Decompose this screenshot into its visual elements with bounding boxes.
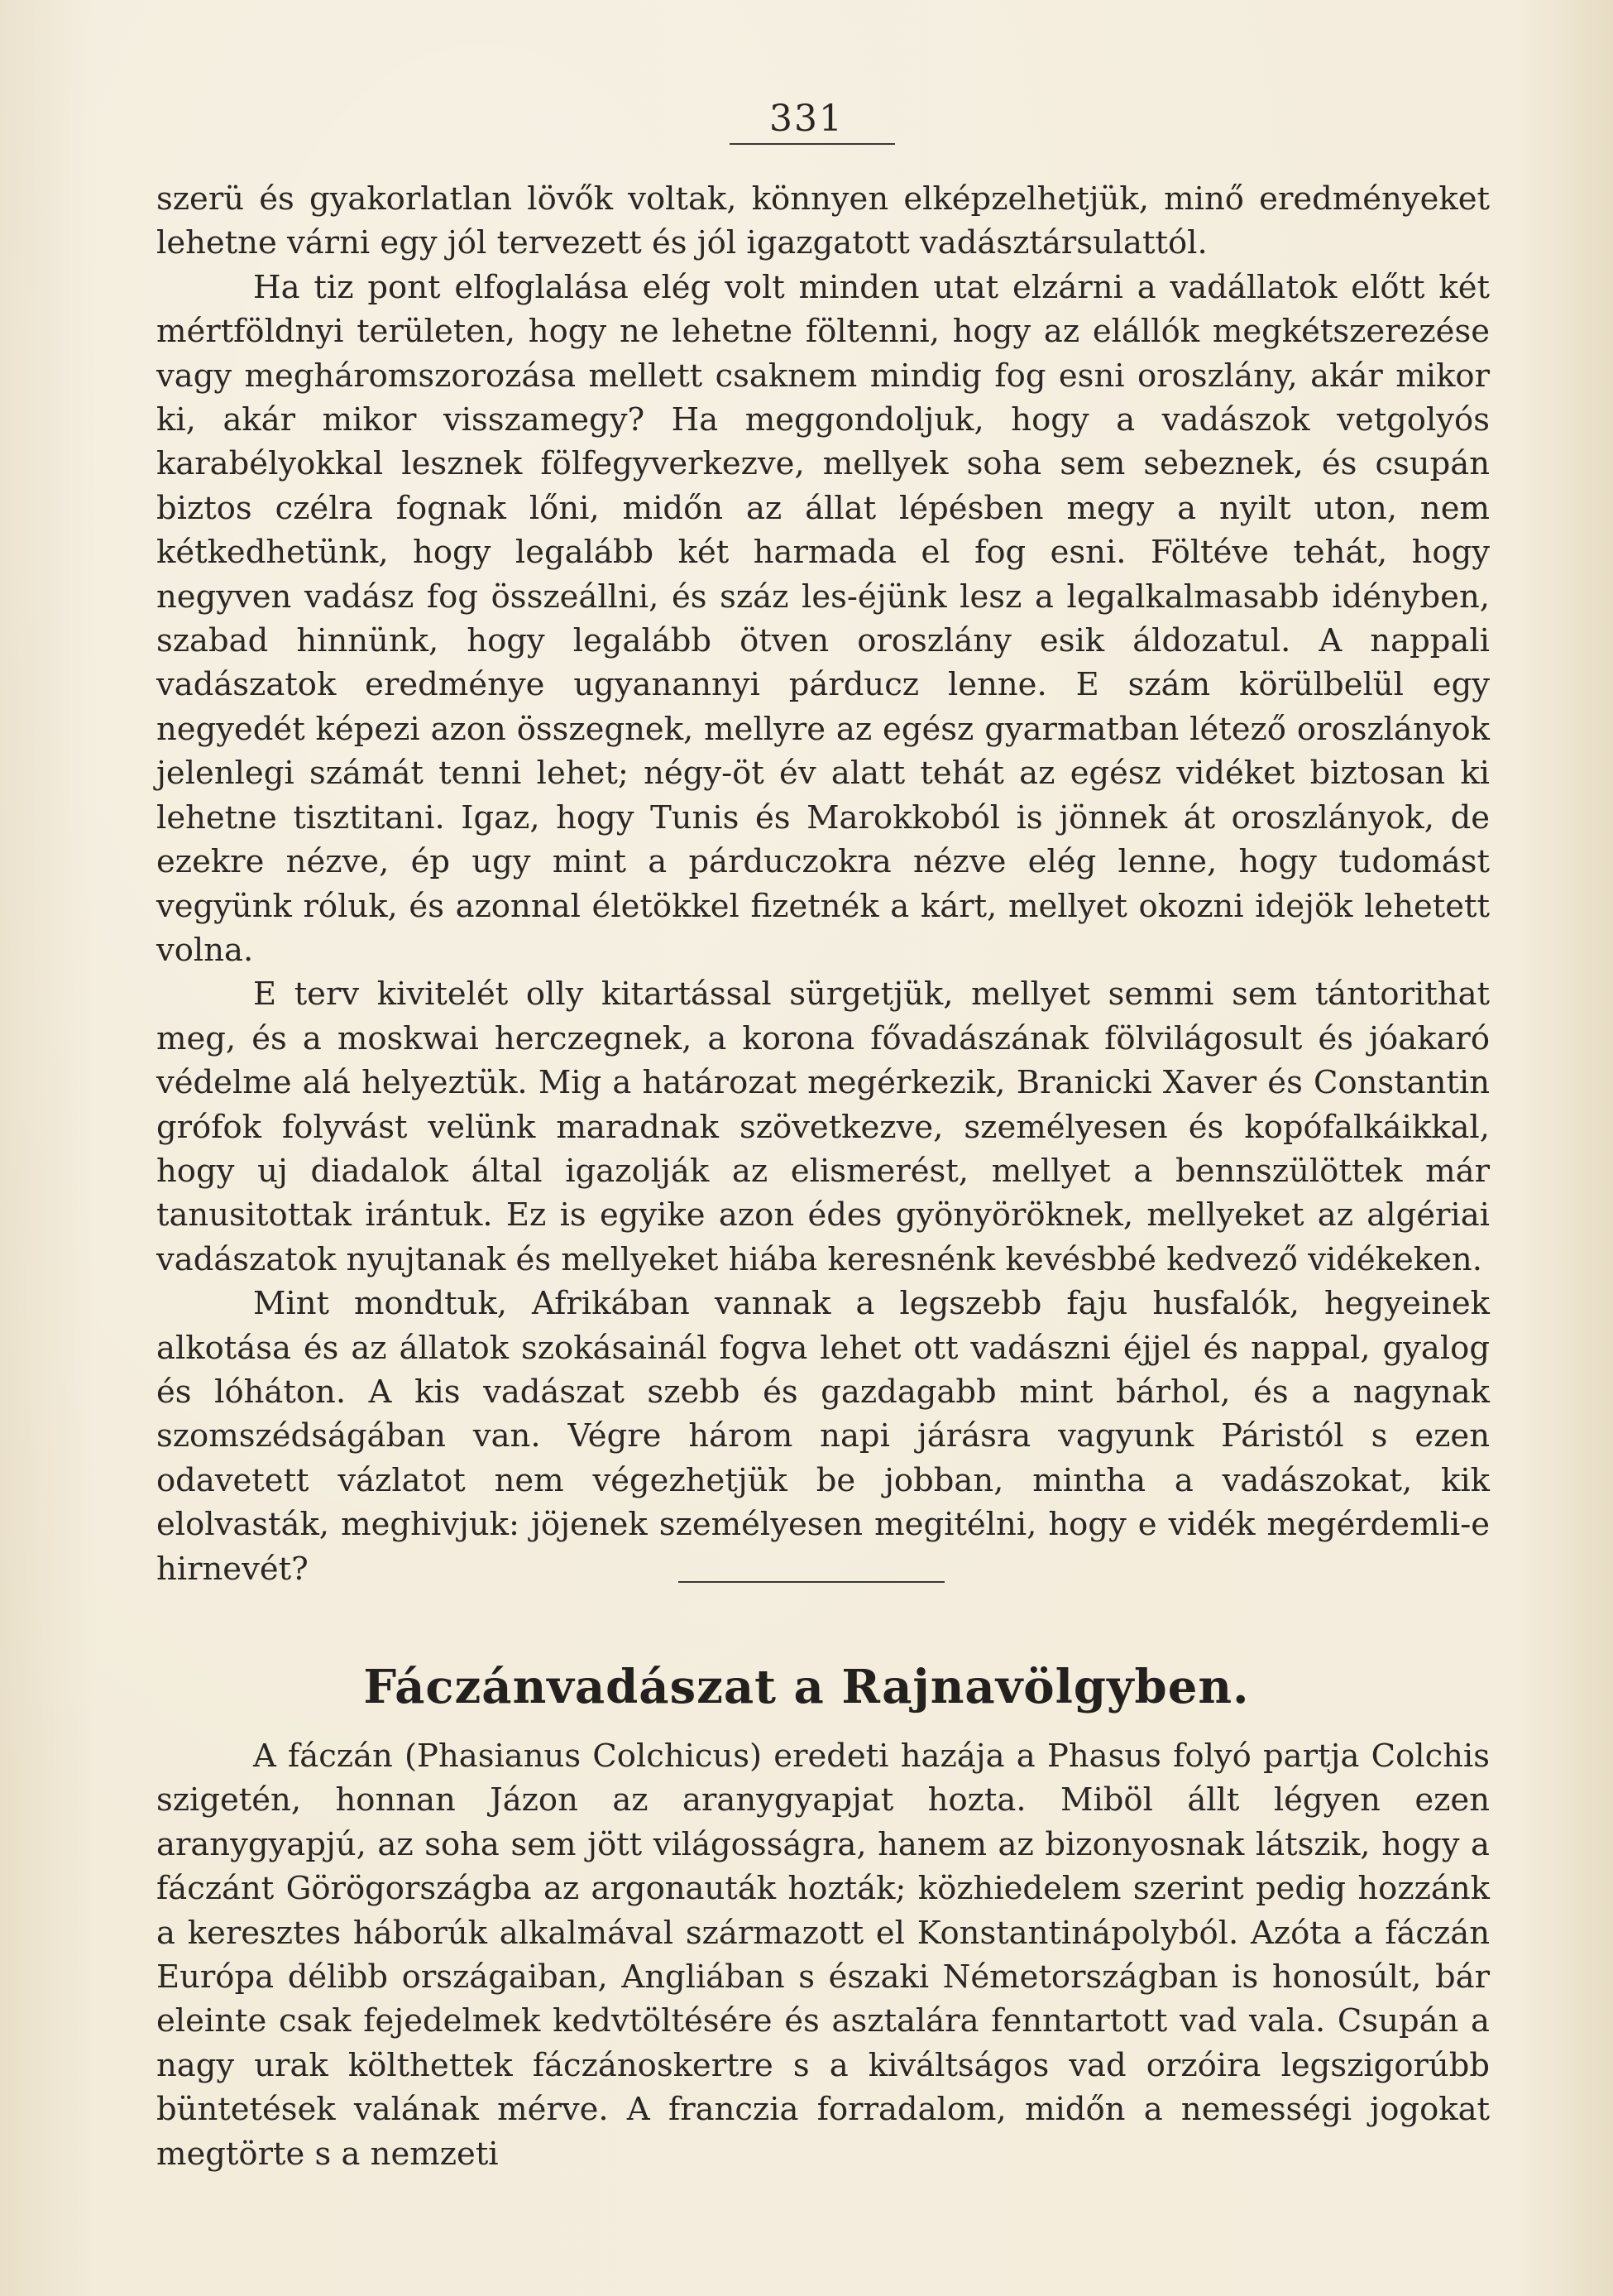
paragraph: Ha tiz pont elfoglalása elég volt minden utat elzárni a vadállatok előtt két mértföldnyi területen, hogy ne lehetne föltenni, hogy az elállók megkétszerezése vagy megháromszorozása mellett csaknem mindig fog esni oroszlány, akár mikor ki, akár mikor visszamegy? Ha meggondoljuk, hogy a vadászok vetgolyós karabélyokkal lesznek fölfegyverkezve, mellyek soha sem sebeznek, és csupán biztos czélra fognak lőni, midőn az állat lépésben megy a nyilt uton, nem kétkedhetünk, hogy legalább két harmada el fog esni. Föltéve tehát, hogy negyven vadász fog összeállni, és száz les-éjünk lesz a legalkalmasabb idényben, szabad hinnünk, hogy legalább ötven oroszlány esik áldozatul. A nappali vadászatok eredménye ugyanannyi párducz lenne. E szám körülbelül egy negyedét képezi azon összegnek, mellyre az egész gyarmatban létező oroszlányok jelenlegi számát tenni lehet; négy-öt év alatt tehát az egész vidéket biztosan ki lehetne tisztitani. Igaz, hogy Tunis és Marokkoból is jönnek át oroszlányok, de ezekre nézve, ép ugy mint a párduczokra nézve elég lenne, hogy tudomást vegyünk róluk, és azonnal életökkel fizetnék a kárt, mellyet okozni idejök lehetett volna. bbox=[156, 268, 1490, 969]
section-body bbox=[156, 1734, 1490, 2176]
page-number: 331 bbox=[769, 98, 844, 140]
section-divider bbox=[678, 1581, 945, 1583]
section-heading: Fáczánvadászat a Rajnavölgyben. bbox=[363, 1660, 1250, 1714]
header-rule bbox=[730, 143, 895, 145]
paragraph: A fáczán (Phasianus Colchicus) eredeti hazája a Phasus folyó partja Colchis szigetén, honnan Jázon az aranygyapjat hozta. Miböl állt légyen ezen aranygyapjú, az soha sem jött világosságra, hanem az bizonyosnak látszik, hogy a fáczánt Görögországba az argonauták hozták; közhiedelem szerint pedig hozzánk a keresztes háborúk alkalmával származott el Konstantinápolyból. Azóta a fáczán Európa délibb országaiban, Angliában s északi Németországban is honosúlt, bár eleinte csak fejedelmek kedvtöltésére és asztalára fenntartott vad vala. Csupán a nagy urak költhettek fáczánoskertre s a kiváltságos vad orzóira legszigorúbb büntetések valának mérve. A franczia forradalom, midőn a nemességi jogokat megtörte s a nemzeti bbox=[156, 1738, 1490, 2173]
paragraph: Mint mondtuk, Afrikában vannak a legszebb faju husfalók, hegyeinek alkotása és az állatok szokásainál fogva lehet ott vadászni éjjel és nappal, gyalog és lóháton. A kis vadászat szebb és gazdagabb mint bárhol, és a nagynak szomszédságában van. Végre három napi járásra vagyunk Páristól s ezen odavetett vázlatot nem végezhetjük be jobban, minthа a vadászokat, kik elolvasták, meghivjuk: jöjenek személyesen megitélni, hogy e vidék megérdemli-e hirnevét? bbox=[156, 1285, 1490, 1588]
paragraph-continued: szerü és gyakorlatlan lövők voltak, könnyen elképzelhetjük, minő eredményeket lehetne várni egy jól tervezett és jól igazgatott vadásztársulattól. bbox=[156, 180, 1490, 262]
article-body bbox=[156, 177, 1490, 1591]
paragraph: E terv kivitelét olly kitartással sürgetjük, mellyet semmi sem tántorithat meg, és a moskwai herczegnek, a korona fővadászának fölvilágosult és jóakaró védelme alá helyeztük. Mig a határozat megérkezik, Branicki Xaver és Constantin grófok folyvást velünk maradnak szövetkezve, személyesen és kopófalkáikkal, hogy uj diadalok által igazolják az elismerést, mellyet a bennszülöttek már tanusitottak irántuk. Ez is egyike azon édes gyönyöröknek, mellyeket az algériai vadászatok nyujtanak és mellyeket hiába keresnénk kevésbbé kedvező vidékeken. bbox=[156, 975, 1490, 1278]
